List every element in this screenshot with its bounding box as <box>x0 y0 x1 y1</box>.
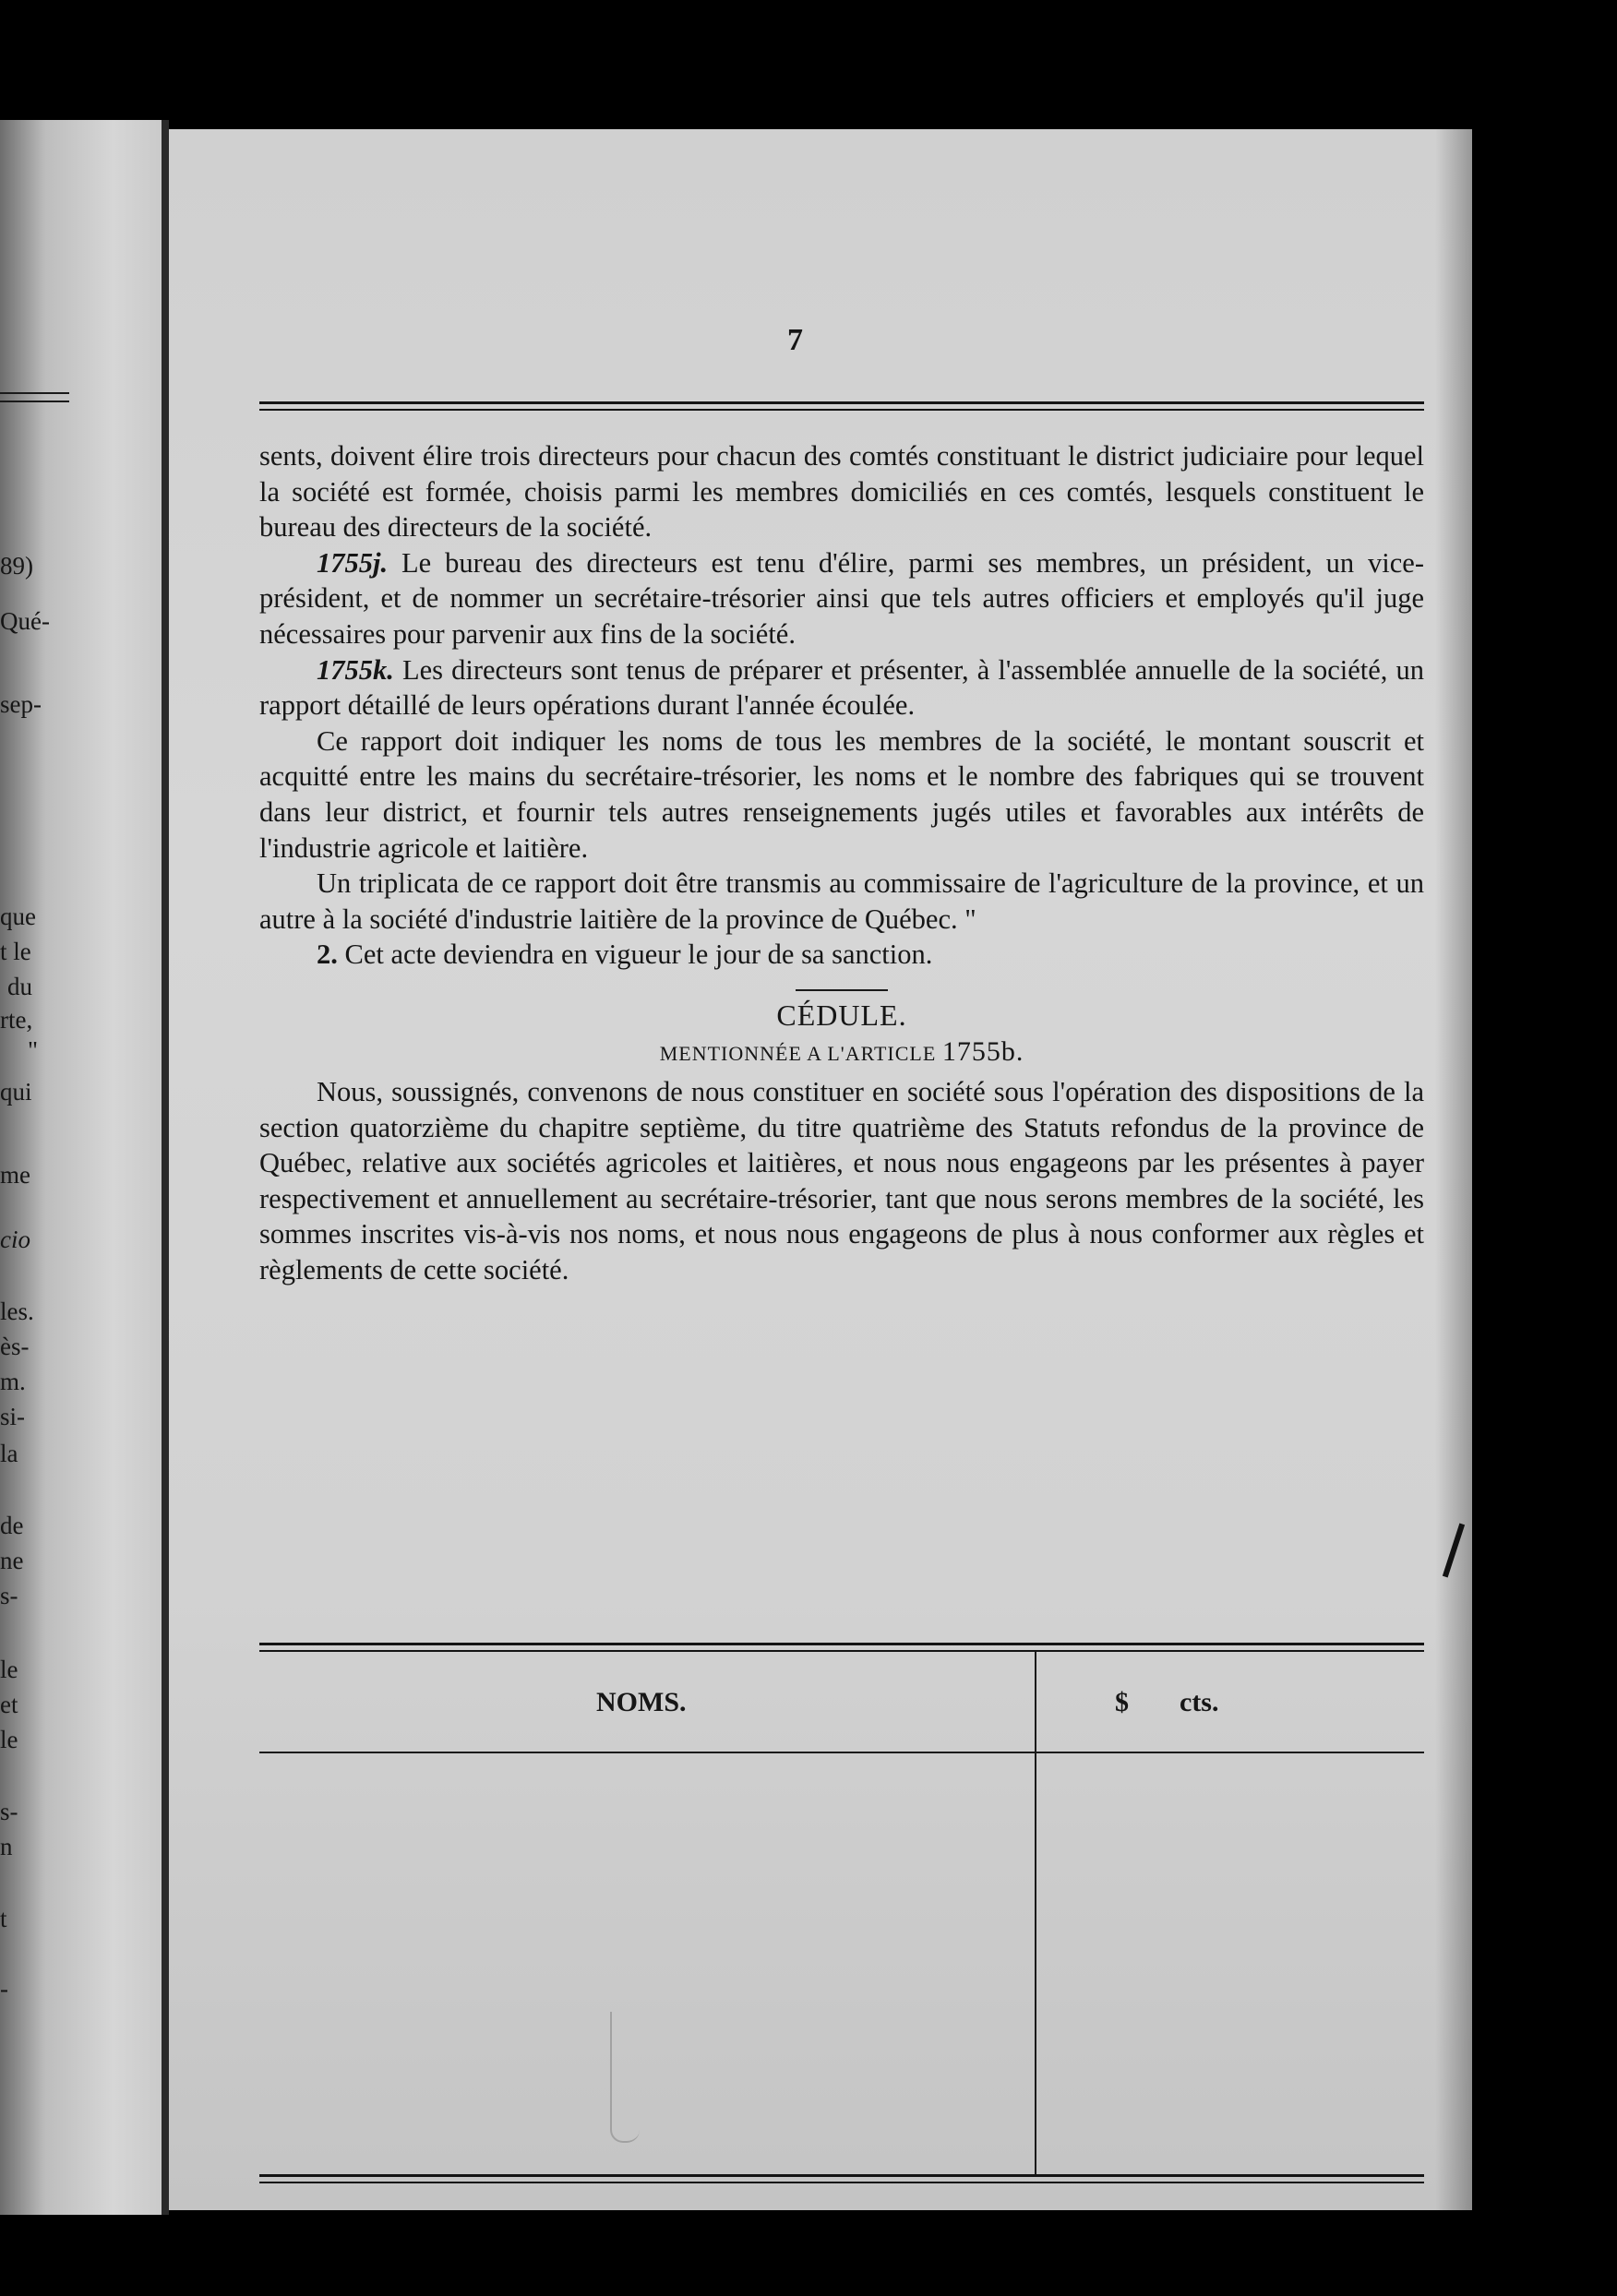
table-top-rule <box>259 1643 1424 1652</box>
schedule-subtitle <box>259 1037 1424 1069</box>
previous-page-fragment: et <box>0 1691 18 1718</box>
schedule-separator <box>796 989 888 991</box>
schedule-title: CÉDULE. <box>776 998 907 1032</box>
header-rule <box>259 401 1424 411</box>
previous-page-fragment: Qué- <box>0 607 50 635</box>
previous-page-fragment: s- <box>0 1798 18 1825</box>
table-header-rule <box>259 1752 1424 1753</box>
table-header-dollars: $ <box>1115 1687 1129 1717</box>
paragraph-text: Le bureau des directeurs est tenu d'élire, parmi ses membres, un président, un vice-président, et de nommer un secrétaire-trésorier ainsi que tels autres officiers et employés qu'il juge nécessaires pour parvenir aux fins de la société. <box>259 546 1424 650</box>
previous-page-strip <box>0 120 162 2215</box>
previous-page-fragment: cio <box>0 1226 30 1253</box>
previous-page-fragment: si- <box>0 1403 25 1430</box>
previous-page-fragment: ne <box>0 1547 24 1574</box>
previous-page-fragment: s- <box>0 1582 18 1609</box>
previous-page-rule <box>0 392 69 402</box>
previous-page-fragment: ès- <box>0 1333 30 1360</box>
previous-page-fragment: les. <box>0 1297 34 1325</box>
paragraph-text: Les directeurs sont tenus de préparer et présenter, à l'assemblée annuelle de la société, un rapport détaillé de leurs opérations durant l'année écoulée. <box>259 653 1425 722</box>
paragraph-triplicate: Un triplicata de ce rapport doit être transmis au commissaire de l'agriculture de la province, et un autre à la société d'industrie laitière de la province de Québec. " <box>259 867 1424 935</box>
paragraph-section-2 <box>259 937 1424 973</box>
previous-page-fragment: 89) <box>0 552 33 580</box>
table-column-divider <box>1035 1652 1036 2176</box>
paragraph-continuation: sents, doivent élire trois directeurs pour chacun des comtés constituant le district judiciaire pour lequel la société est formée, choisis parmi les membres domiciliés en ces comtés, lesquels constituent le bureau des directeurs de la société. <box>259 440 1424 544</box>
previous-page-fragment: m. <box>0 1368 26 1395</box>
previous-page-fragment: me <box>0 1161 30 1189</box>
schedule-text: Nous, soussignés, convenons de nous constituer en société sous l'opération des dispositions de la section quatorzième du chapitre septième, du titre quatrième des Statuts refondus de la province de Québec, relative aux sociétés agricoles et laitières, et nous nous engageons par les présentes à payer respectivement et annuellement au secrétaire-trésorier, tant que nous serons membres de la société, les sommes inscrites vis-à-vis nos noms, et nous nous engageons de plus à nous conformer aux règles et règlements de cette société. <box>259 1075 1424 1286</box>
paragraph-article-1755k <box>259 652 1424 723</box>
previous-page-fragment: que <box>0 903 36 930</box>
previous-page-fragment: - <box>0 1975 8 2003</box>
previous-page-fragment: le <box>0 1656 18 1683</box>
previous-page-fragment: " <box>28 1036 39 1064</box>
page-edge-shadow <box>1435 129 1472 2210</box>
article-number: 1755j. <box>317 546 389 579</box>
table-bottom-rule <box>259 2174 1424 2183</box>
pencil-mark <box>610 2012 640 2143</box>
schedule-article-ref: 1755b. <box>941 1035 1024 1067</box>
section-number: 2. <box>317 939 338 971</box>
previous-page-fragment: rte, <box>0 1006 33 1034</box>
table-header-cents: cts. <box>1180 1687 1219 1717</box>
paragraph-text: Cet acte deviendra en vigueur le jour de sa sanction. <box>344 939 933 971</box>
previous-page-fragment: t le <box>0 938 31 965</box>
article-number: 1755k. <box>317 653 394 686</box>
table-header-names: NOMS. <box>596 1687 687 1717</box>
body-text <box>259 438 1424 1287</box>
previous-page-fragment: t <box>0 1905 7 1932</box>
previous-page-fragment: le <box>0 1726 18 1753</box>
page-number: 7 <box>787 323 803 357</box>
previous-page-fragment: de <box>0 1512 24 1539</box>
document-page <box>169 129 1472 2210</box>
paragraph-report-contents: Ce rapport doit indiquer les noms de tous les membres de la société, le montant souscrit et acquitté entre les mains du secrétaire-trésorier, les noms et le nombre des fabriques qui se trouvent dans leur district, et fournir tels autres renseignements jugés utiles et favorables aux intérêts de l'industrie agricole et laitière. <box>259 724 1424 864</box>
paragraph-article-1755j <box>259 545 1424 652</box>
previous-page-fragment: n <box>0 1833 13 1860</box>
schedule-subtitle-text: MENTIONNÉE A L'ARTICLE <box>659 1041 937 1065</box>
previous-page-fragment: la <box>0 1440 18 1467</box>
previous-page-fragment: sep- <box>0 690 42 718</box>
previous-page-fragment: du <box>7 973 32 1000</box>
binding-gutter <box>162 120 169 2215</box>
previous-page-fragment: qui <box>0 1078 32 1106</box>
